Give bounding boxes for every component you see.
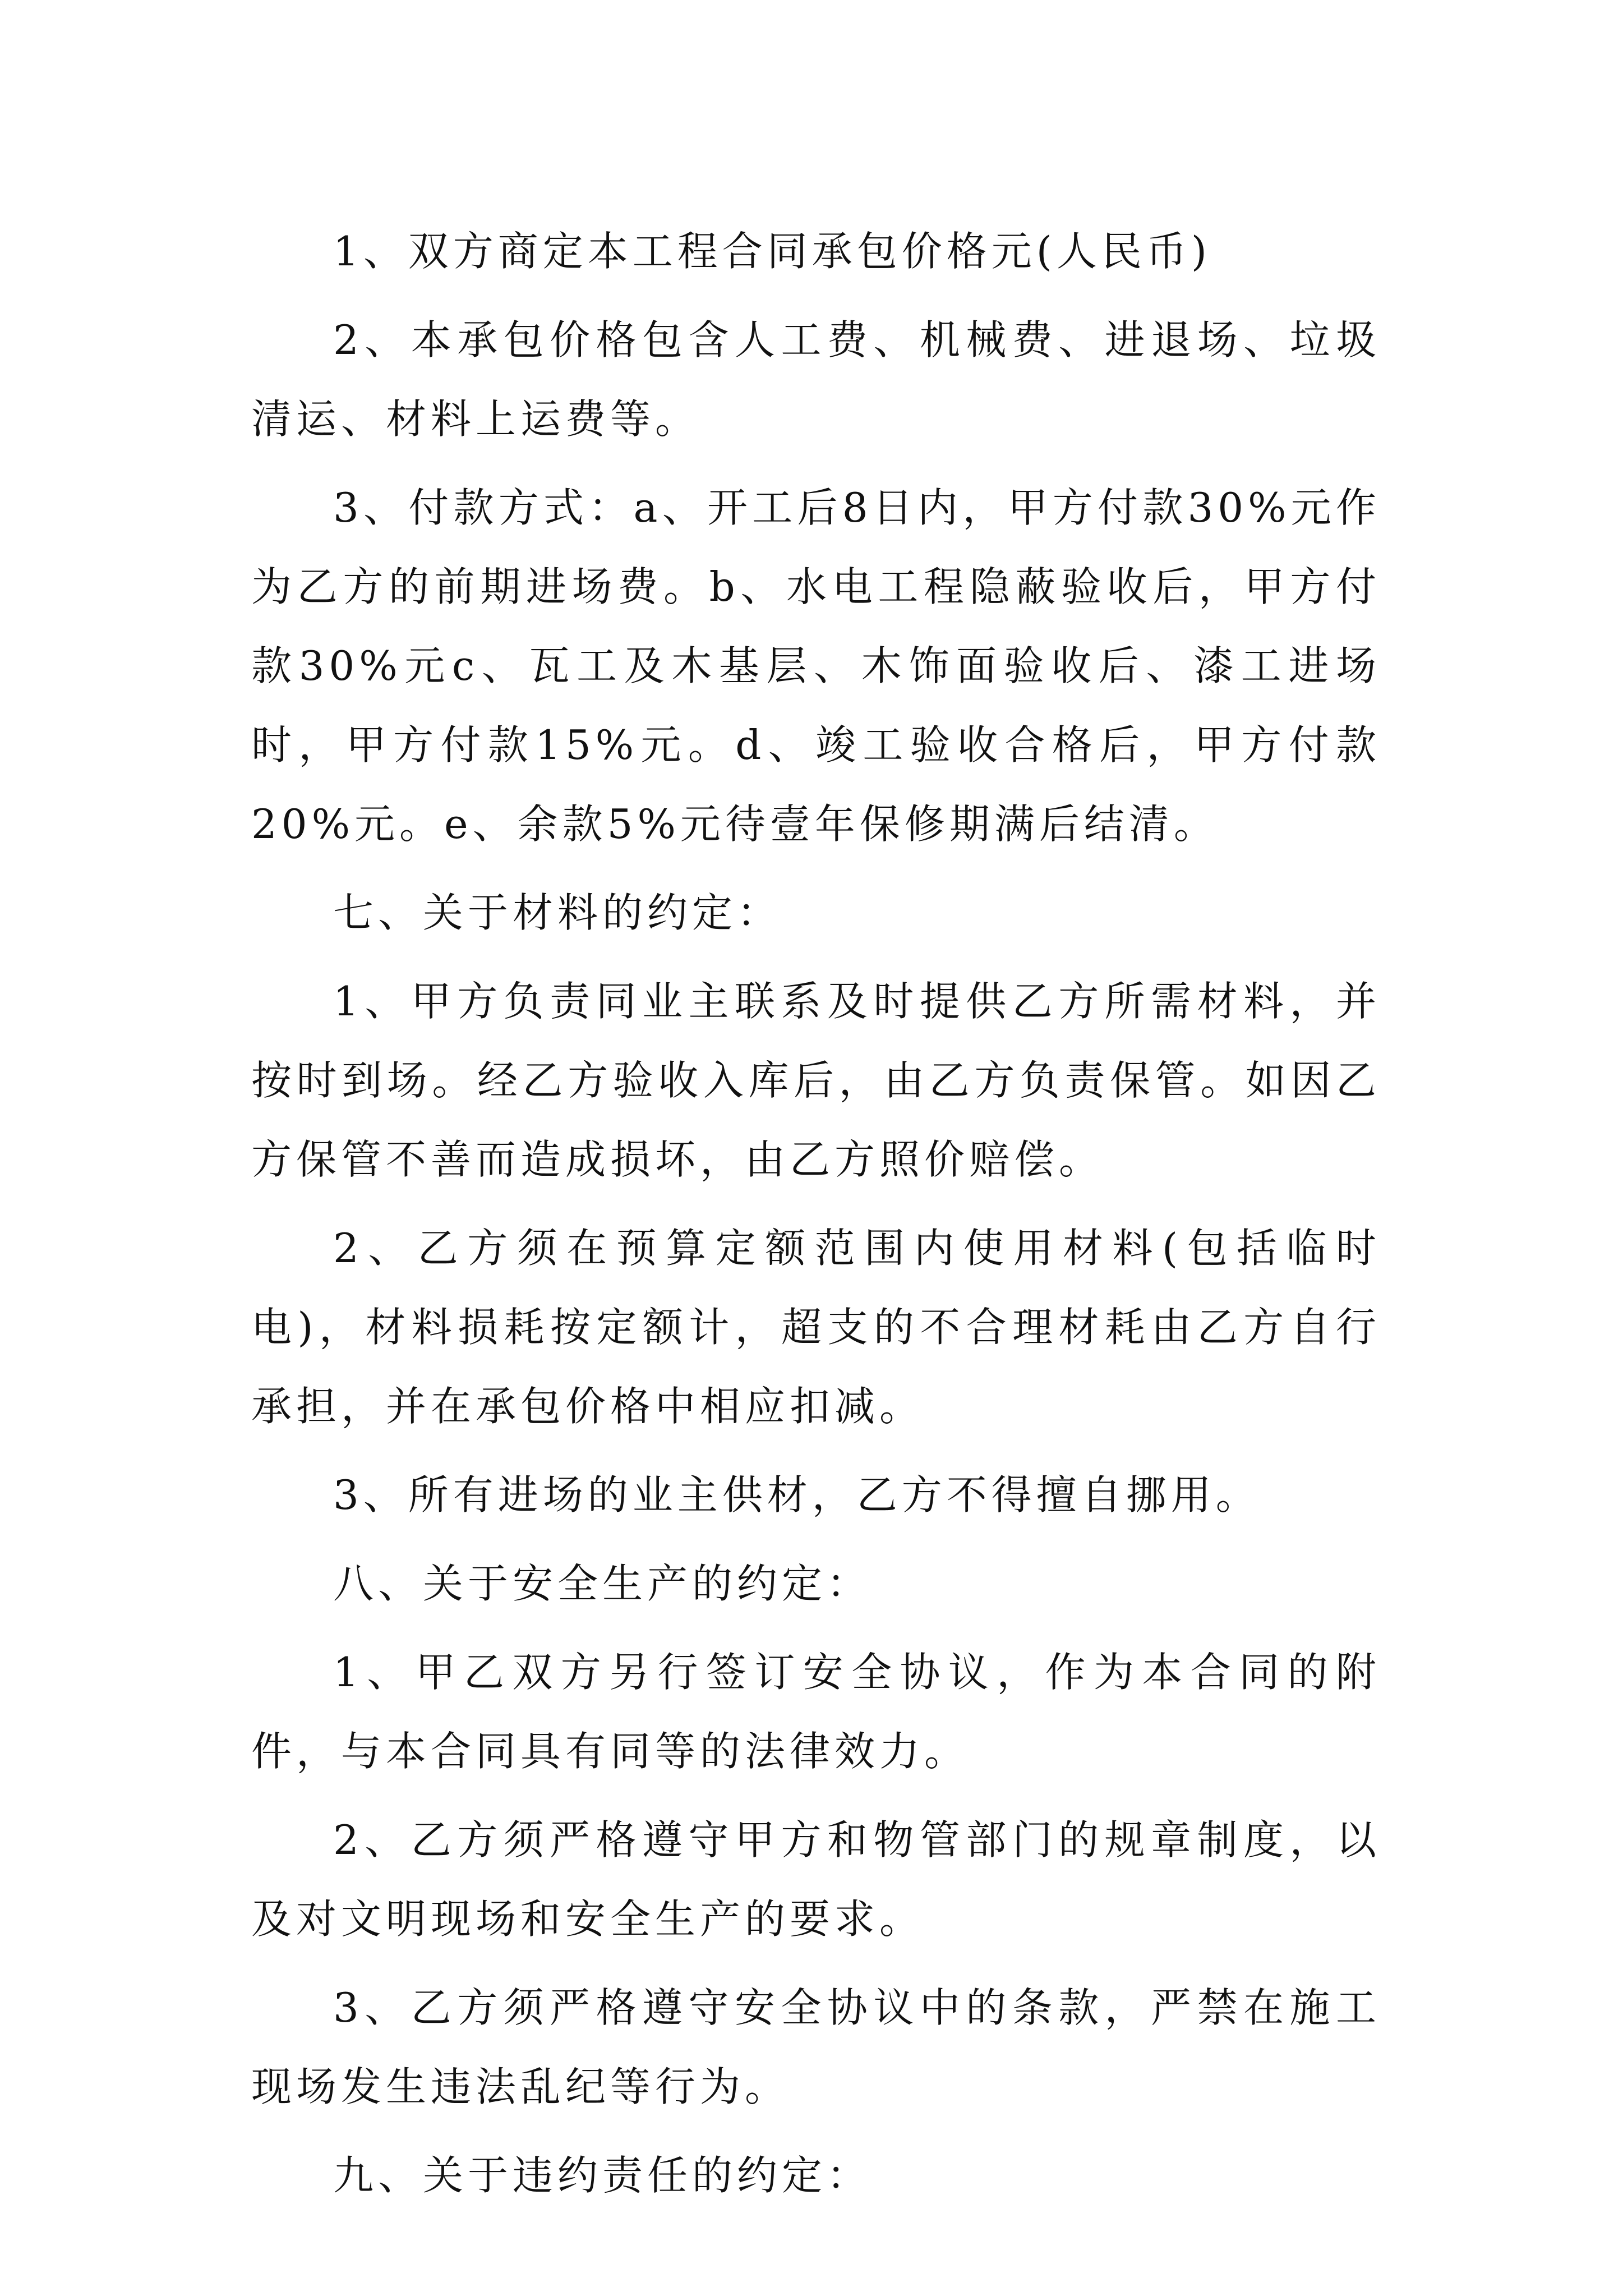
paragraph-price-includes: 2、本承包价格包含人工费、机械费、进退场、垃圾清运、材料上运费等。: [251, 316, 1381, 443]
paragraph-payment-method: 3、付款方式：a、开工后8日内，甲方付款30%元作为乙方的前期进场费。b、水电工程隐蔽验收后，甲方付款30%元c、瓦工及木基层、木饰面验收后、漆工进场时，甲方付款15%元。d、竣工验收合格后，甲方付款20%元。e、余款5%元待壹年保修期满后结清。: [251, 484, 1381, 848]
paragraph-safety-agreement: 1、甲乙双方另行签订安全协议，作为本合同的附件，与本合同具有同等的法律效力。: [251, 1649, 1381, 1775]
document-body: [251, 212, 1381, 2225]
paragraph-payment-price: 1、双方商定本工程合同承包价格元(人民币): [333, 228, 1211, 275]
paragraph-safety-clauses: 3、乙方须严格遵守安全协议中的条款，严禁在施工现场发生违法乱纪等行为。: [251, 1984, 1381, 2110]
section-heading-liability: 九、关于违约责任的约定：: [333, 2152, 872, 2199]
section-heading-materials: 七、关于材料的约定：: [333, 889, 782, 936]
paragraph-materials-usage: 2、乙方须在预算定额范围内使用材料(包括临时电)，材料损耗按定额计，超支的不合理材耗由乙方自行承担，并在承包价格中相应扣减。: [251, 1225, 1381, 1430]
paragraph-materials-supply: 1、甲方负责同业主联系及时提供乙方所需材料，并按时到场。经乙方验收入库后，由乙方负责保管。如因乙方保管不善而造成损坏，由乙方照价赔偿。: [251, 978, 1381, 1183]
paragraph-owner-supplied-materials: 3、所有进场的业主供材，乙方不得擅自挪用。: [333, 1471, 1261, 1519]
section-heading-safety: 八、关于安全生产的约定：: [333, 1560, 872, 1607]
paragraph-safety-rules: 2、乙方须严格遵守甲方和物管部门的规章制度，以及对文明现场和安全生产的要求。: [251, 1816, 1381, 1943]
